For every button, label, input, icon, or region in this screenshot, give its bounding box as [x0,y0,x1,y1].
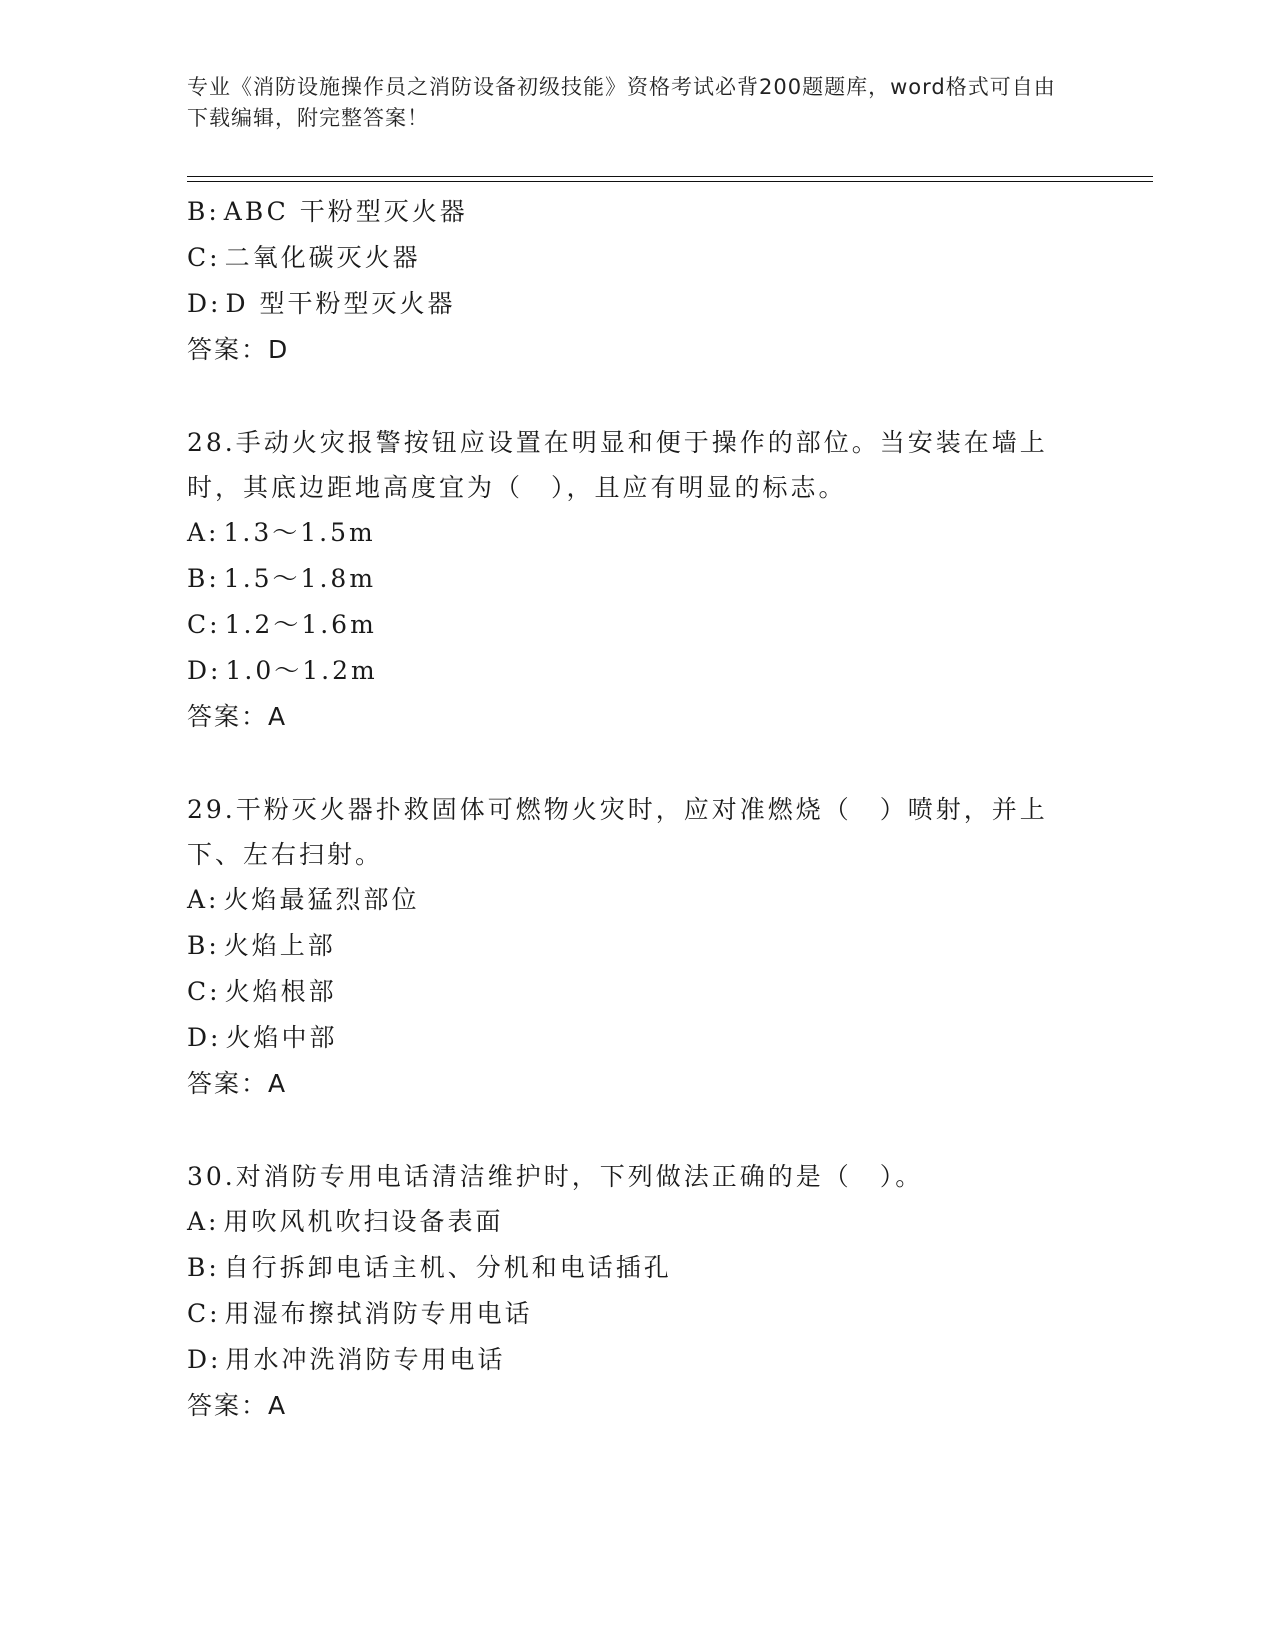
option-c: C: 火焰根部 [187,977,337,1006]
option-d: D: 1.0～1.2m [187,656,378,685]
question-29 [187,787,1087,1107]
question-stem: 28.手动火灾报警按钮应设置在明显和便于操作的部位。当安装在墙上时，其底边距地高度宜为（ ），且应有明显的标志。 [187,428,1048,502]
option-b: B: 自行拆卸电话主机、分机和电话插孔 [187,1253,672,1282]
question-27-continued [187,189,1087,373]
option-d: D: D 型干粉型灭火器 [187,289,456,318]
option-b: B: 1.5～1.8m [187,564,377,593]
option-d: D: 用水冲洗消防专用电话 [187,1345,506,1374]
option-b: B: ABC 干粉型灭火器 [187,197,468,226]
answer-label: 答案：A [187,1069,288,1098]
option-c: C: 1.2～1.6m [187,610,377,639]
option-a: A: 火焰最猛烈部位 [187,885,420,914]
document-header: 专业《消防设施操作员之消防设备初级技能》资格考试必背200题题库，word格式可自由下载编辑，附完整答案！ [187,75,1056,130]
question-30 [187,1154,1087,1429]
header-rule-bottom [187,181,1153,182]
question-stem: 30.对消防专用电话清洁维护时，下列做法正确的是（ ）。 [187,1162,924,1191]
option-c: C: 二氧化碳灭火器 [187,243,421,272]
answer-label: 答案：A [187,702,288,731]
option-c: C: 用湿布擦拭消防专用电话 [187,1299,533,1328]
answer-label: 答案：D [187,335,290,364]
question-content [187,189,1087,1429]
answer-label: 答案：A [187,1391,288,1420]
option-d: D: 火焰中部 [187,1023,338,1052]
question-28 [187,420,1087,740]
option-a: A: 用吹风机吹扫设备表面 [187,1207,504,1236]
option-a: A: 1.3～1.5m [187,518,376,547]
option-b: B: 火焰上部 [187,931,336,960]
header-rule-top [187,176,1153,177]
question-stem: 29.干粉灭火器扑救固体可燃物火灾时，应对准燃烧（ ）喷射，并上下、左右扫射。 [187,795,1048,869]
